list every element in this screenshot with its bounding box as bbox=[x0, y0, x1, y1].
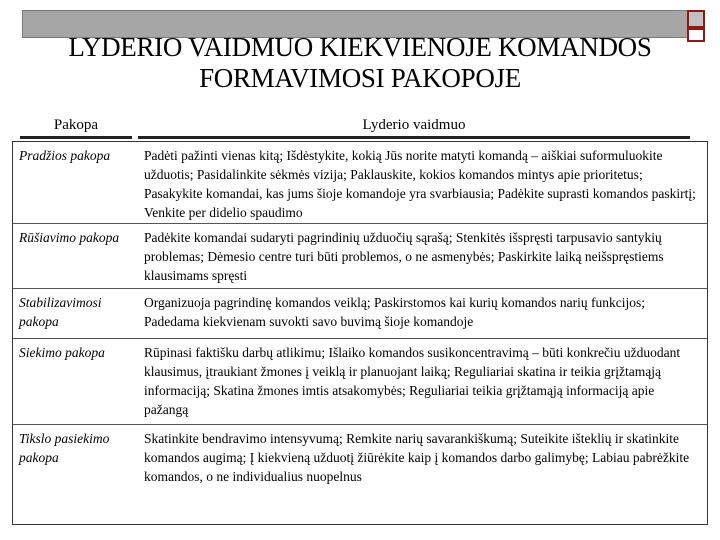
role-cell: Organizuoja pagrindinę komandos veiklą; Paskirstomos kai kurių komandos narių funkcijos; Padedama kiekvienam suvokti savo buvimą šioje komandoje bbox=[144, 295, 646, 329]
table-row bbox=[13, 142, 707, 224]
stage-cell: Pradžios pakopa bbox=[19, 148, 111, 163]
role-cell: Rūpinasi faktišku darbų atlikimu; Išlaiko komandos susikoncentravimą – būti konkrečiu užduodant klausimus, įtraukiant žmones į veiklą ir planuojant laiką; Reguliariai skatina ir teikia grįžtamąją informaciją; Skatina žmones imtis atsakomybės; Reguliariai teikia grįžtamąją informaciją apie pažangą bbox=[144, 345, 681, 417]
role-cell: Padėkite komandai sudaryti pagrindinių užduočių sąrašą; Stenkitės išspręsti tarpusavio santykių problemas; Dėmesio centre turi būti problemos, o ne asmenybės; Paskirkite laiką neišspręstiems klausimams spręsti bbox=[144, 230, 664, 283]
table-header bbox=[20, 114, 690, 138]
table-row bbox=[13, 224, 707, 289]
stage-cell: Stabilizavimosi pakopa bbox=[19, 295, 102, 329]
table-row bbox=[13, 289, 707, 339]
stage-cell: Tikslo pasiekimo pakopa bbox=[19, 431, 110, 465]
role-cell: Skatinkite bendravimo intensyvumą; Remkite narių savarankiškumą; Suteikite išteklių ir skatinkite komandos augimą; Į kiekvieną užduotį žiūrėkite kaip į komandos darbo galimybę; Labiau pabrėžkite komandos, o ne individualius nuopelnus bbox=[144, 431, 690, 484]
stage-cell: Rūšiavimo pakopa bbox=[19, 230, 120, 245]
stage-cell: Siekimo pakopa bbox=[19, 345, 105, 360]
table-row bbox=[13, 425, 707, 524]
corner-decoration-top bbox=[687, 10, 705, 28]
slide-title bbox=[0, 32, 720, 94]
stages-table bbox=[12, 141, 708, 525]
header-stage: Pakopa bbox=[20, 114, 132, 139]
slide-title-line-2: FORMAVIMOSI PAKOPOJE bbox=[199, 63, 521, 93]
role-cell: Padėti pažinti vienas kitą; Išdėstykite, kokią Jūs norite matyti komandą – aiškiai suformuluokite užduotis; Pasidalinkite sėkmės vizija; Paklauskite, kokios komandos mintys apie prioritetus; Pasakykite komandai, kas jums šioje komandoje yra svarbiausia; Padėkite suprasti komandos paskirtį; Venkite per didelio spaudimo bbox=[144, 148, 696, 220]
slide-title-line-1: LYDERIO VAIDMUO KIEKVIENOJE KOMANDOS bbox=[68, 32, 652, 62]
header-leader-role: Lyderio vaidmuo bbox=[138, 114, 690, 139]
table-row bbox=[13, 339, 707, 425]
